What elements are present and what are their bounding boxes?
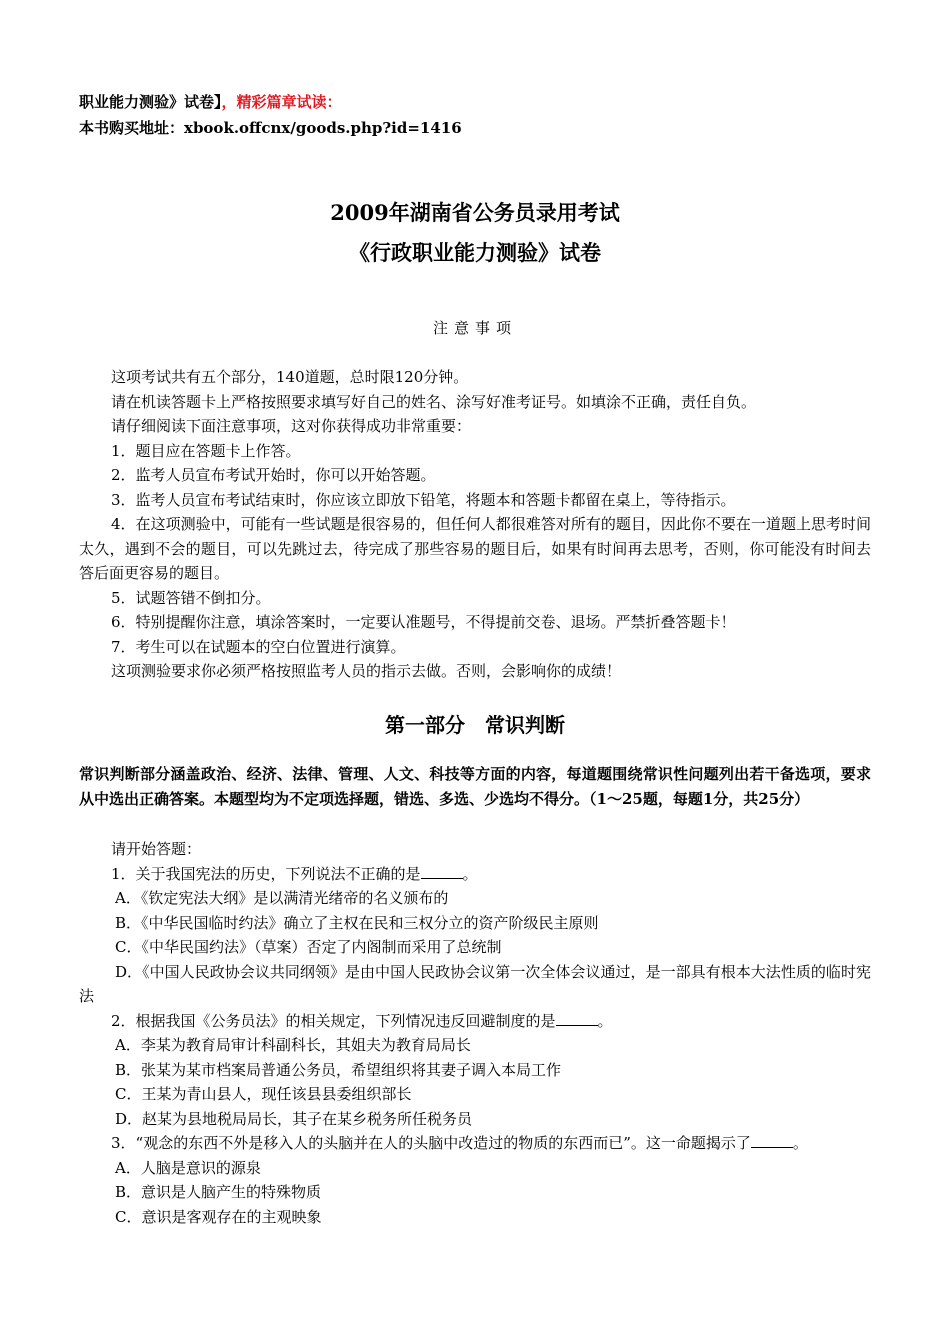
header-purchase-link[interactable]: 本书购买地址：xbook.offcnx/goods.php?id=1416 [79,119,462,137]
notice-item: 6．特别提醒你注意，填涂答案时，一定要认准题号，不得提前交卷、退场。严禁折叠答题卡！ [111,613,736,631]
question-option: B．《中华民国临时约法》确立了主权在民和三权分立的资产阶级民主原则 [115,913,599,932]
exam-title-line-1: 2009年湖南省公务员录用考试 [330,200,620,225]
header-book-title: 职业能力测验》试卷】 [79,93,222,111]
start-prompt: 请开始答题： [111,840,202,858]
question-option: C．意识是客观存在的主观映象 [115,1207,322,1226]
answer-blank [556,1012,598,1026]
notice-paragraphs [79,365,871,684]
notice-paragraph: 这项考试共有五个部分，140道题，总时限120分钟。 [111,368,469,386]
notice-item: 5．试题答错不倒扣分。 [111,588,271,607]
question-option: A．《钦定宪法大纲》是以满清光绪帝的名义颁布的 [115,889,449,907]
question-option: C．《中华民国约法》（草案）否定了内阁制而采用了总统制 [115,938,502,956]
question-option: B．张某为某市档案局普通公务员，希望组织将其妻子调入本局工作 [115,1060,562,1079]
question-stem: 2．根据我国《公务员法》的相关规定，下列情况违反回避制度的是 。 [111,1011,613,1030]
notice-paragraph: 请在机读答题卡上严格按照要求填写好自己的姓名、涂写好准考证号。如填涂不正确，责任自负。 [111,392,757,411]
notice-item: 2．监考人员宣布考试开始时，你可以开始答题。 [111,466,436,484]
notice-heading: 注意事项 [432,319,517,337]
question-option: C．王某为青山县人，现任该县县委组织部长 [115,1085,412,1103]
question-option: D．赵某为县地税局局长，其子在某乡税务所任税务员 [115,1109,473,1128]
notice-paragraph: 请仔细阅读下面注意事项，这对你获得成功非常重要： [111,417,472,435]
header-line-1 [79,92,342,112]
answer-blank [751,1134,793,1148]
notice-item: 7．考生可以在试题本的空白位置进行演算。 [111,637,406,656]
question-option: D．《中国人民政协会议共同纲领》是由中国人民政协会议第一次全体会议通过，是一部具有根本大法性质的临时宪法 [79,962,871,1005]
notice-item: 4．在这项测验中，可能有一些试题是很容易的，但任何人都很难答对所有的题目，因此你不要在一道题上思考时间太久，遇到不会的题目，可以先跳过去，待完成了那些容易的题目后，如果有时间再去思考，否则，你可能没有时间去答后面更容易的题目。 [79,515,871,582]
exam-title-line-2: 《行政职业能力测验》试卷 [349,240,601,265]
question-option: A．李某为教育局审计科副科长，其姐夫为教育局局长 [115,1036,471,1054]
question-stem: 1．关于我国宪法的历史，下列说法不正确的是 。 [111,864,478,883]
notice-paragraph: 这项测验要求你必须严格按照监考人员的指示去做。否则，会影响你的成绩！ [111,662,622,680]
answer-blank [421,865,463,879]
question-option: B．意识是人脑产生的特殊物质 [115,1183,322,1201]
header-preview-label: ，精彩篇章试读： [221,93,342,111]
section-intro: 常识判断部分涵盖政治、经济、法律、管理、人文、科技等方面的内容，每道题围绕常识性问题列出若干备选项，要求从中选出正确答案。本题型均为不定项选择题，错选、多选、少选均不得分。（1～25题，每题1分，共25分） [79,765,871,808]
notice-item: 3．监考人员宣布考试结束时，你应该立即放下铅笔，将题本和答题卡都留在桌上，等待指示。 [111,490,736,509]
question-option: A．人脑是意识的源泉 [115,1158,261,1177]
questions-block [79,837,871,1229]
notice-item: 1．题目应在答题卡上作答。 [111,441,301,460]
question-stem: 3．“观念的东西不外是移入人的头脑并在人的头脑中改造过的物质的东西而已”。这一命题揭示了 。 [111,1134,808,1152]
section-title: 第一部分 常识判断 [385,713,565,737]
